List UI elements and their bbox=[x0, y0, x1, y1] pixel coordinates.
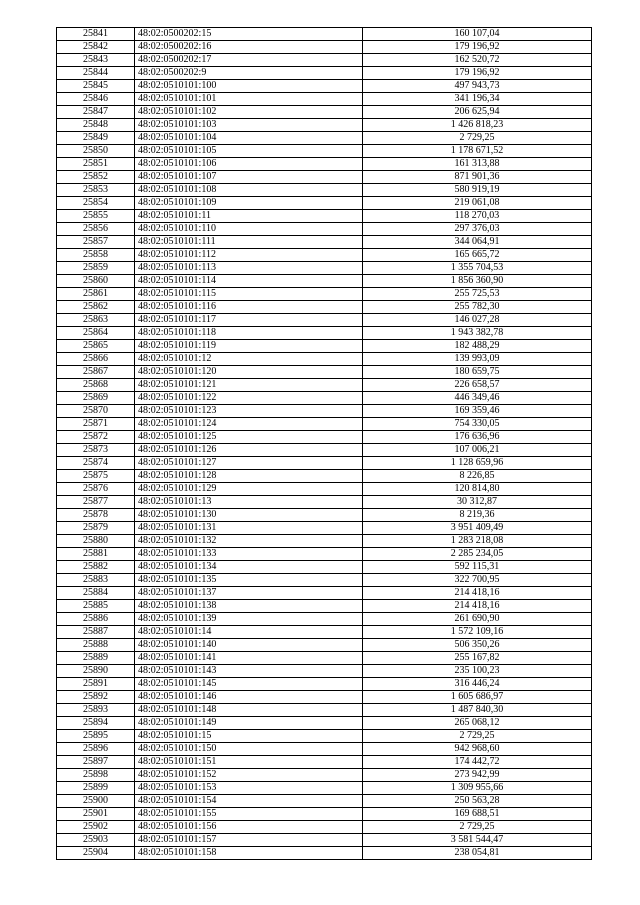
row-number-cell: 25849 bbox=[57, 132, 135, 145]
value-cell: 139 993,09 bbox=[363, 353, 592, 366]
table-row bbox=[57, 457, 592, 470]
value-cell: 180 659,75 bbox=[363, 366, 592, 379]
value-cell: 219 061,08 bbox=[363, 197, 592, 210]
row-number-cell: 25878 bbox=[57, 509, 135, 522]
value-cell: 169 688,51 bbox=[363, 808, 592, 821]
row-number-cell: 25884 bbox=[57, 587, 135, 600]
row-number-cell: 25848 bbox=[57, 119, 135, 132]
table-row bbox=[57, 275, 592, 288]
value-cell: 176 636,96 bbox=[363, 431, 592, 444]
cadastral-number-cell: 48:02:0500202:16 bbox=[135, 41, 363, 54]
row-number-cell: 25852 bbox=[57, 171, 135, 184]
value-cell: 316 446,24 bbox=[363, 678, 592, 691]
row-number-cell: 25863 bbox=[57, 314, 135, 327]
value-cell: 580 919,19 bbox=[363, 184, 592, 197]
row-number-cell: 25876 bbox=[57, 483, 135, 496]
value-cell: 273 942,99 bbox=[363, 769, 592, 782]
table-row bbox=[57, 249, 592, 262]
table-row bbox=[57, 847, 592, 860]
row-number-cell: 25859 bbox=[57, 262, 135, 275]
cadastral-number-cell: 48:02:0500202:15 bbox=[135, 28, 363, 41]
value-cell: 1 856 360,90 bbox=[363, 275, 592, 288]
cadastral-number-cell: 48:02:0510101:155 bbox=[135, 808, 363, 821]
value-cell: 261 690,90 bbox=[363, 613, 592, 626]
value-cell: 1 605 686,97 bbox=[363, 691, 592, 704]
table-row bbox=[57, 561, 592, 574]
value-cell: 162 520,72 bbox=[363, 54, 592, 67]
cadastral-number-cell: 48:02:0510101:100 bbox=[135, 80, 363, 93]
row-number-cell: 25850 bbox=[57, 145, 135, 158]
table-row bbox=[57, 535, 592, 548]
row-number-cell: 25861 bbox=[57, 288, 135, 301]
value-cell: 3 581 544,47 bbox=[363, 834, 592, 847]
value-cell: 2 729,25 bbox=[363, 821, 592, 834]
cadastral-number-cell: 48:02:0510101:152 bbox=[135, 769, 363, 782]
table-row bbox=[57, 509, 592, 522]
cadastral-number-cell: 48:02:0510101:157 bbox=[135, 834, 363, 847]
value-cell: 169 359,46 bbox=[363, 405, 592, 418]
value-cell: 238 054,81 bbox=[363, 847, 592, 860]
row-number-cell: 25845 bbox=[57, 80, 135, 93]
value-cell: 179 196,92 bbox=[363, 41, 592, 54]
value-cell: 107 006,21 bbox=[363, 444, 592, 457]
table-row bbox=[57, 665, 592, 678]
row-number-cell: 25889 bbox=[57, 652, 135, 665]
table-row bbox=[57, 288, 592, 301]
row-number-cell: 25880 bbox=[57, 535, 135, 548]
row-number-cell: 25867 bbox=[57, 366, 135, 379]
table-row bbox=[57, 639, 592, 652]
table-row bbox=[57, 67, 592, 80]
cadastral-number-cell: 48:02:0510101:14 bbox=[135, 626, 363, 639]
row-number-cell: 25888 bbox=[57, 639, 135, 652]
value-cell: 446 349,46 bbox=[363, 392, 592, 405]
row-number-cell: 25851 bbox=[57, 158, 135, 171]
cadastral-number-cell: 48:02:0510101:104 bbox=[135, 132, 363, 145]
cadastral-number-cell: 48:02:0510101:107 bbox=[135, 171, 363, 184]
row-number-cell: 25869 bbox=[57, 392, 135, 405]
cadastral-number-cell: 48:02:0510101:115 bbox=[135, 288, 363, 301]
table-row bbox=[57, 93, 592, 106]
value-cell: 3 951 409,49 bbox=[363, 522, 592, 535]
table-row bbox=[57, 548, 592, 561]
row-number-cell: 25882 bbox=[57, 561, 135, 574]
cadastral-number-cell: 48:02:0510101:114 bbox=[135, 275, 363, 288]
row-number-cell: 25866 bbox=[57, 353, 135, 366]
row-number-cell: 25887 bbox=[57, 626, 135, 639]
cadastral-number-cell: 48:02:0510101:111 bbox=[135, 236, 363, 249]
row-number-cell: 25862 bbox=[57, 301, 135, 314]
row-number-cell: 25874 bbox=[57, 457, 135, 470]
row-number-cell: 25857 bbox=[57, 236, 135, 249]
value-cell: 2 285 234,05 bbox=[363, 548, 592, 561]
value-cell: 1 309 955,66 bbox=[363, 782, 592, 795]
table-row bbox=[57, 353, 592, 366]
table-row bbox=[57, 795, 592, 808]
cadastral-number-cell: 48:02:0510101:150 bbox=[135, 743, 363, 756]
row-number-cell: 25841 bbox=[57, 28, 135, 41]
row-number-cell: 25898 bbox=[57, 769, 135, 782]
value-cell: 1 426 818,23 bbox=[363, 119, 592, 132]
row-number-cell: 25877 bbox=[57, 496, 135, 509]
cadastral-number-cell: 48:02:0510101:106 bbox=[135, 158, 363, 171]
row-number-cell: 25864 bbox=[57, 327, 135, 340]
row-number-cell: 25885 bbox=[57, 600, 135, 613]
table-row bbox=[57, 522, 592, 535]
row-number-cell: 25860 bbox=[57, 275, 135, 288]
row-number-cell: 25892 bbox=[57, 691, 135, 704]
value-cell: 30 312,87 bbox=[363, 496, 592, 509]
value-cell: 214 418,16 bbox=[363, 587, 592, 600]
row-number-cell: 25893 bbox=[57, 704, 135, 717]
row-number-cell: 25891 bbox=[57, 678, 135, 691]
row-number-cell: 25858 bbox=[57, 249, 135, 262]
value-cell: 214 418,16 bbox=[363, 600, 592, 613]
row-number-cell: 25883 bbox=[57, 574, 135, 587]
value-cell: 255 167,82 bbox=[363, 652, 592, 665]
value-cell: 754 330,05 bbox=[363, 418, 592, 431]
value-cell: 1 572 109,16 bbox=[363, 626, 592, 639]
row-number-cell: 25872 bbox=[57, 431, 135, 444]
value-cell: 942 968,60 bbox=[363, 743, 592, 756]
value-cell: 1 128 659,96 bbox=[363, 457, 592, 470]
cadastral-number-cell: 48:02:0510101:135 bbox=[135, 574, 363, 587]
row-number-cell: 25868 bbox=[57, 379, 135, 392]
cadastral-number-cell: 48:02:0510101:117 bbox=[135, 314, 363, 327]
value-cell: 182 488,29 bbox=[363, 340, 592, 353]
cadastral-number-cell: 48:02:0510101:129 bbox=[135, 483, 363, 496]
table-row bbox=[57, 197, 592, 210]
value-cell: 120 814,80 bbox=[363, 483, 592, 496]
value-cell: 1 487 840,30 bbox=[363, 704, 592, 717]
row-number-cell: 25854 bbox=[57, 197, 135, 210]
table-row bbox=[57, 119, 592, 132]
table-row bbox=[57, 808, 592, 821]
cadastral-number-cell: 48:02:0510101:103 bbox=[135, 119, 363, 132]
row-number-cell: 25873 bbox=[57, 444, 135, 457]
row-number-cell: 25853 bbox=[57, 184, 135, 197]
cadastral-number-cell: 48:02:0510101:145 bbox=[135, 678, 363, 691]
table-row bbox=[57, 106, 592, 119]
table-row bbox=[57, 28, 592, 41]
cadastral-number-cell: 48:02:0510101:105 bbox=[135, 145, 363, 158]
cadastral-number-cell: 48:02:0510101:122 bbox=[135, 392, 363, 405]
cadastral-number-cell: 48:02:0510101:102 bbox=[135, 106, 363, 119]
value-cell: 1 943 382,78 bbox=[363, 327, 592, 340]
row-number-cell: 25842 bbox=[57, 41, 135, 54]
table-row bbox=[57, 41, 592, 54]
row-number-cell: 25875 bbox=[57, 470, 135, 483]
value-cell: 341 196,34 bbox=[363, 93, 592, 106]
table-row bbox=[57, 678, 592, 691]
cadastral-number-cell: 48:02:0510101:121 bbox=[135, 379, 363, 392]
table-row bbox=[57, 145, 592, 158]
value-cell: 1 283 218,08 bbox=[363, 535, 592, 548]
table-row bbox=[57, 379, 592, 392]
table-row bbox=[57, 717, 592, 730]
table-row bbox=[57, 418, 592, 431]
row-number-cell: 25855 bbox=[57, 210, 135, 223]
table-body bbox=[57, 28, 592, 860]
cadastral-number-cell: 48:02:0510101:120 bbox=[135, 366, 363, 379]
value-cell: 344 064,91 bbox=[363, 236, 592, 249]
table-row bbox=[57, 262, 592, 275]
value-cell: 1 178 671,52 bbox=[363, 145, 592, 158]
value-cell: 322 700,95 bbox=[363, 574, 592, 587]
cadastral-number-cell: 48:02:0510101:108 bbox=[135, 184, 363, 197]
table-row bbox=[57, 704, 592, 717]
cadastral-number-cell: 48:02:0510101:158 bbox=[135, 847, 363, 860]
table-row bbox=[57, 392, 592, 405]
cadastral-number-cell: 48:02:0510101:128 bbox=[135, 470, 363, 483]
table-row bbox=[57, 54, 592, 67]
document-page bbox=[56, 27, 592, 860]
table-row bbox=[57, 470, 592, 483]
table-row bbox=[57, 756, 592, 769]
cadastral-number-cell: 48:02:0510101:139 bbox=[135, 613, 363, 626]
row-number-cell: 25901 bbox=[57, 808, 135, 821]
cadastral-number-cell: 48:02:0510101:132 bbox=[135, 535, 363, 548]
table-row bbox=[57, 769, 592, 782]
table-row bbox=[57, 210, 592, 223]
cadastral-number-cell: 48:02:0510101:134 bbox=[135, 561, 363, 574]
table-row bbox=[57, 691, 592, 704]
table-row bbox=[57, 821, 592, 834]
table-row bbox=[57, 80, 592, 93]
table-row bbox=[57, 431, 592, 444]
cadastral-number-cell: 48:02:0510101:130 bbox=[135, 509, 363, 522]
cadastral-number-cell: 48:02:0510101:153 bbox=[135, 782, 363, 795]
cadastral-number-cell: 48:02:0510101:126 bbox=[135, 444, 363, 457]
row-number-cell: 25902 bbox=[57, 821, 135, 834]
table-row bbox=[57, 626, 592, 639]
cadastral-number-cell: 48:02:0510101:112 bbox=[135, 249, 363, 262]
row-number-cell: 25903 bbox=[57, 834, 135, 847]
value-cell: 506 350,26 bbox=[363, 639, 592, 652]
value-cell: 146 027,28 bbox=[363, 314, 592, 327]
table-row bbox=[57, 340, 592, 353]
row-number-cell: 25844 bbox=[57, 67, 135, 80]
table-row bbox=[57, 613, 592, 626]
row-number-cell: 25900 bbox=[57, 795, 135, 808]
cadastral-number-cell: 48:02:0500202:17 bbox=[135, 54, 363, 67]
table-row bbox=[57, 444, 592, 457]
value-cell: 235 100,23 bbox=[363, 665, 592, 678]
table-row bbox=[57, 652, 592, 665]
value-cell: 592 115,31 bbox=[363, 561, 592, 574]
table-row bbox=[57, 132, 592, 145]
cadastral-number-cell: 48:02:0510101:113 bbox=[135, 262, 363, 275]
table-row bbox=[57, 171, 592, 184]
table-row bbox=[57, 782, 592, 795]
cadastral-number-cell: 48:02:0510101:140 bbox=[135, 639, 363, 652]
row-number-cell: 25886 bbox=[57, 613, 135, 626]
row-number-cell: 25843 bbox=[57, 54, 135, 67]
cadastral-number-cell: 48:02:0510101:125 bbox=[135, 431, 363, 444]
value-cell: 8 219,36 bbox=[363, 509, 592, 522]
cadastral-number-cell: 48:02:0510101:141 bbox=[135, 652, 363, 665]
value-cell: 265 068,12 bbox=[363, 717, 592, 730]
row-number-cell: 25896 bbox=[57, 743, 135, 756]
cadastral-number-cell: 48:02:0500202:9 bbox=[135, 67, 363, 80]
cadastral-number-cell: 48:02:0510101:101 bbox=[135, 93, 363, 106]
cadastral-number-cell: 48:02:0510101:15 bbox=[135, 730, 363, 743]
cadastral-number-cell: 48:02:0510101:149 bbox=[135, 717, 363, 730]
cadastral-number-cell: 48:02:0510101:12 bbox=[135, 353, 363, 366]
cadastral-number-cell: 48:02:0510101:127 bbox=[135, 457, 363, 470]
table-row bbox=[57, 405, 592, 418]
cadastral-number-cell: 48:02:0510101:124 bbox=[135, 418, 363, 431]
row-number-cell: 25881 bbox=[57, 548, 135, 561]
table-row bbox=[57, 366, 592, 379]
row-number-cell: 25904 bbox=[57, 847, 135, 860]
value-cell: 206 625,94 bbox=[363, 106, 592, 119]
cadastral-number-cell: 48:02:0510101:110 bbox=[135, 223, 363, 236]
row-number-cell: 25846 bbox=[57, 93, 135, 106]
cadastral-number-cell: 48:02:0510101:148 bbox=[135, 704, 363, 717]
row-number-cell: 25879 bbox=[57, 522, 135, 535]
table-row bbox=[57, 184, 592, 197]
cadastral-number-cell: 48:02:0510101:116 bbox=[135, 301, 363, 314]
value-cell: 160 107,04 bbox=[363, 28, 592, 41]
value-cell: 174 442,72 bbox=[363, 756, 592, 769]
table-row bbox=[57, 314, 592, 327]
value-cell: 2 729,25 bbox=[363, 730, 592, 743]
cadastral-number-cell: 48:02:0510101:11 bbox=[135, 210, 363, 223]
value-cell: 255 782,30 bbox=[363, 301, 592, 314]
table-row bbox=[57, 600, 592, 613]
value-cell: 165 665,72 bbox=[363, 249, 592, 262]
value-cell: 8 226,85 bbox=[363, 470, 592, 483]
cadastral-number-cell: 48:02:0510101:138 bbox=[135, 600, 363, 613]
row-number-cell: 25894 bbox=[57, 717, 135, 730]
cadastral-number-cell: 48:02:0510101:156 bbox=[135, 821, 363, 834]
value-cell: 497 943,73 bbox=[363, 80, 592, 93]
value-cell: 297 376,03 bbox=[363, 223, 592, 236]
cadastral-number-cell: 48:02:0510101:13 bbox=[135, 496, 363, 509]
row-number-cell: 25895 bbox=[57, 730, 135, 743]
table-row bbox=[57, 223, 592, 236]
row-number-cell: 25870 bbox=[57, 405, 135, 418]
table-row bbox=[57, 743, 592, 756]
cadastral-number-cell: 48:02:0510101:119 bbox=[135, 340, 363, 353]
table-row bbox=[57, 236, 592, 249]
table-row bbox=[57, 834, 592, 847]
value-cell: 118 270,03 bbox=[363, 210, 592, 223]
value-cell: 179 196,92 bbox=[363, 67, 592, 80]
cadastral-number-cell: 48:02:0510101:151 bbox=[135, 756, 363, 769]
row-number-cell: 25897 bbox=[57, 756, 135, 769]
row-number-cell: 25890 bbox=[57, 665, 135, 678]
table-row bbox=[57, 496, 592, 509]
cadastral-number-cell: 48:02:0510101:154 bbox=[135, 795, 363, 808]
cadastral-number-cell: 48:02:0510101:109 bbox=[135, 197, 363, 210]
value-cell: 2 729,25 bbox=[363, 132, 592, 145]
value-cell: 250 563,28 bbox=[363, 795, 592, 808]
cadastral-number-cell: 48:02:0510101:118 bbox=[135, 327, 363, 340]
cadastral-number-cell: 48:02:0510101:123 bbox=[135, 405, 363, 418]
table-row bbox=[57, 301, 592, 314]
cadastral-number-cell: 48:02:0510101:131 bbox=[135, 522, 363, 535]
table-row bbox=[57, 574, 592, 587]
cadastral-number-cell: 48:02:0510101:137 bbox=[135, 587, 363, 600]
value-cell: 871 901,36 bbox=[363, 171, 592, 184]
value-cell: 1 355 704,53 bbox=[363, 262, 592, 275]
value-cell: 226 658,57 bbox=[363, 379, 592, 392]
cadastral-value-table bbox=[56, 27, 592, 860]
row-number-cell: 25865 bbox=[57, 340, 135, 353]
table-row bbox=[57, 587, 592, 600]
cadastral-number-cell: 48:02:0510101:143 bbox=[135, 665, 363, 678]
row-number-cell: 25899 bbox=[57, 782, 135, 795]
row-number-cell: 25856 bbox=[57, 223, 135, 236]
cadastral-number-cell: 48:02:0510101:133 bbox=[135, 548, 363, 561]
row-number-cell: 25871 bbox=[57, 418, 135, 431]
table-row bbox=[57, 730, 592, 743]
cadastral-number-cell: 48:02:0510101:146 bbox=[135, 691, 363, 704]
table-row bbox=[57, 483, 592, 496]
value-cell: 255 725,53 bbox=[363, 288, 592, 301]
value-cell: 161 313,88 bbox=[363, 158, 592, 171]
table-row bbox=[57, 158, 592, 171]
table-row bbox=[57, 327, 592, 340]
row-number-cell: 25847 bbox=[57, 106, 135, 119]
